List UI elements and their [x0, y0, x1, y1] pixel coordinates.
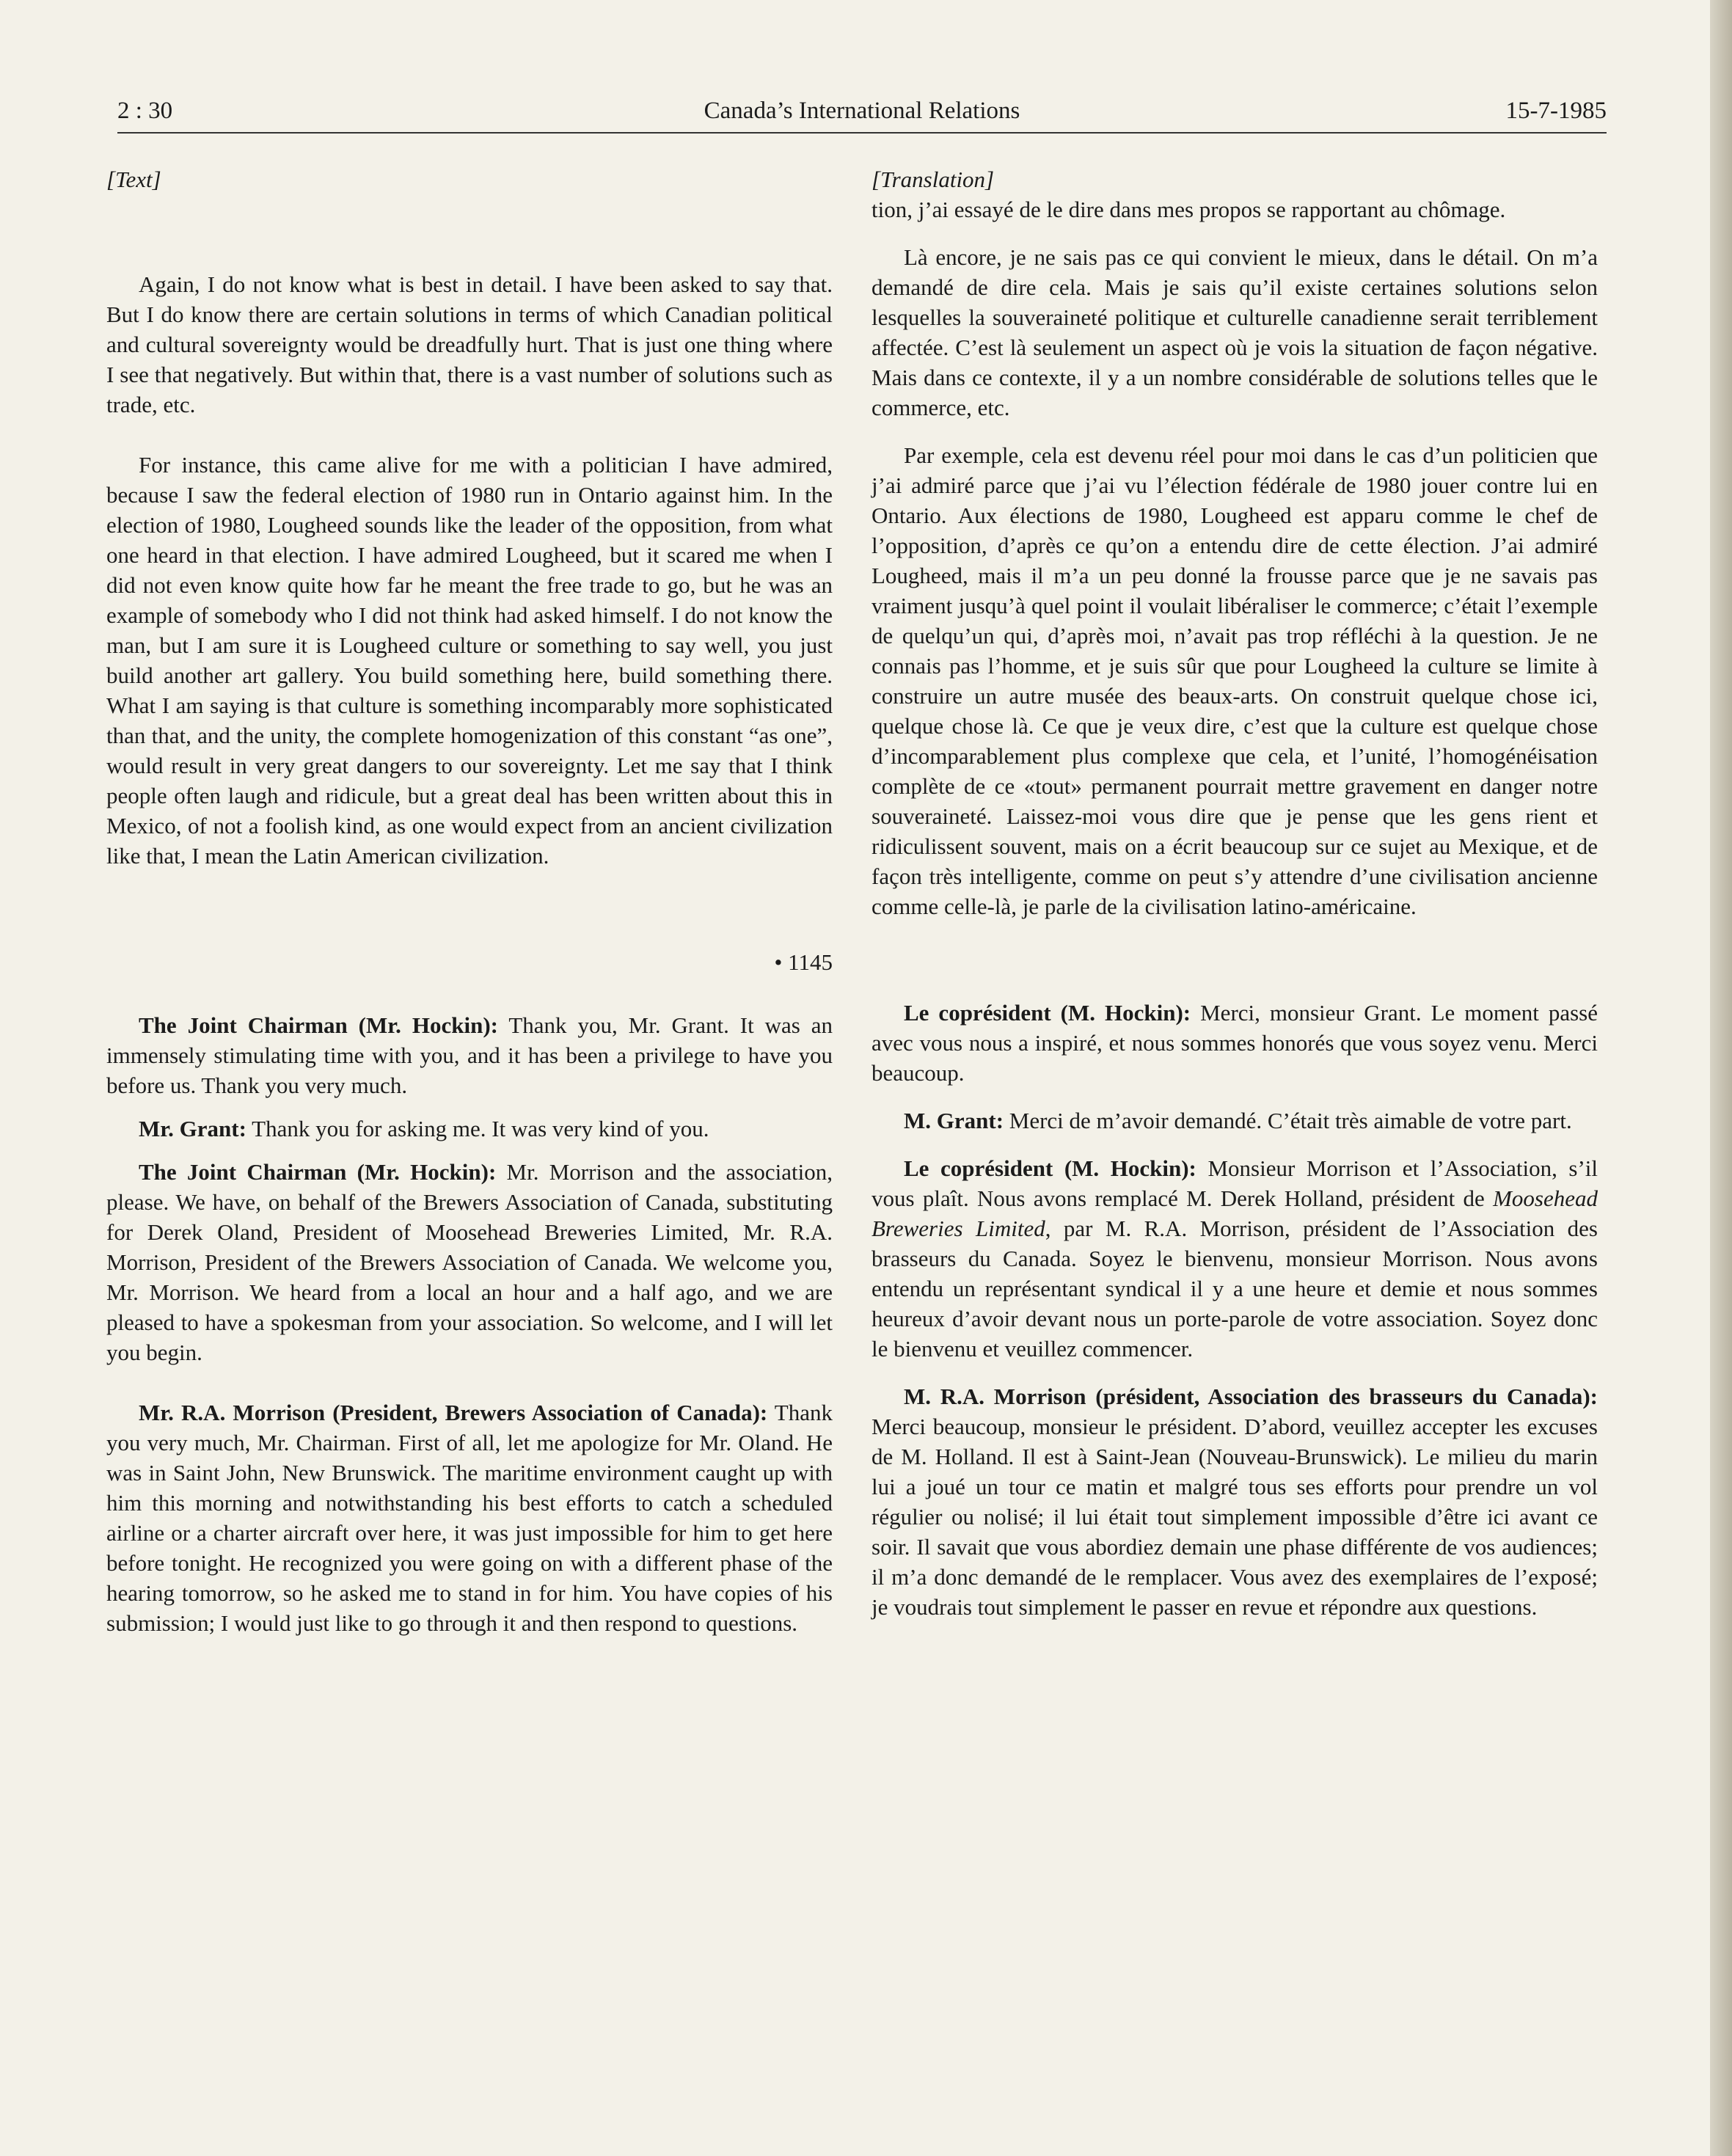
speech-paragraph	[106, 1397, 833, 1638]
speech-text: Merci de m’avoir demandé. C’était très aimable de votre part.	[1004, 1108, 1572, 1133]
paragraph: Again, I do not know what is best in detail. I have been asked to say that. But I do know there are certain solutions in terms of which Canadian political and cultural sovereignty would be dreadfully hurt. That is just one thing where I see that negatively. But within that, there is a vast number of solutions such as trade, etc.	[106, 271, 833, 417]
speaker-name: M. Grant:	[904, 1108, 1004, 1133]
speech-text: Thank you, Mr. Grant. It was an immensely stimulating time with you, and it has been a privilege to have you before us. Thank you very much.	[106, 1012, 833, 1098]
speech-paragraph	[872, 1381, 1598, 1622]
paragraph: Là encore, je ne sais pas ce qui convient le mieux, dans le détail. On m’a demandé de dire cela. Mais je sais qu’il existe certaines solutions selon lesquelles la souveraineté politique et culturelle canadienne serait terriblement affectée. C’est là seulement un aspect où je vois la situation de façon négative. Mais dans ce contexte, il y a un nombre considérable de solutions telles que le commerce, etc.	[872, 244, 1598, 420]
speaker-name: Le coprésident (M. Hockin):	[904, 1155, 1196, 1181]
speaker-name: Mr. R.A. Morrison (President, Brewers Association of Canada):	[139, 1400, 768, 1425]
speech-paragraph	[106, 1157, 833, 1367]
company-name: Moosehead Breweries Limited	[872, 1185, 1598, 1241]
speaker-name: Mr. Grant:	[139, 1116, 246, 1141]
speech-text: Monsieur Morrison et l’Association, s’il vous plaît. Nous avons remplacé M. Derek Holland, président de	[872, 1155, 1598, 1211]
speech-paragraph	[106, 1010, 833, 1100]
speaker-name: M. R.A. Morrison (président, Association des brasseurs du Canada):	[904, 1384, 1598, 1409]
speech-text: Merci beaucoup, monsieur le président. D’abord, veuillez accepter les excuses de M. Holland. Il est à Saint-Jean (Nouveau-Brunswick). Le milieu du marin lui a joué un tour ce matin et malgré tous ses efforts pour prendre un vol régulier ou nolisé; il lui était tout simplement impossible d’être ici avant ce soir. Il savait que vous abordiez demain une phase différente de vos audiences; il m’a donc demandé de le remplacer. Vous avez des exemplaires de l’exposé; je voudrais tout simplement le passer en revue et répondre aux questions.	[872, 1414, 1598, 1620]
speech-paragraph	[872, 1106, 1598, 1136]
paragraph: For instance, this came alive for me with a politician I have admired, because I saw the federal election of 1980 run in Ontario against him. In the election of 1980, Lougheed sounds like the leader of the opposition, from what one heard in that election. I have admired Lougheed, but it scared me when I did not even know quite how far he meant the free trade to go, but he was an example of somebody who I did not think had asked himself. I do not know the man, but I am sure it is Lougheed culture or something to say well, you just build another art gallery. You build something here, build something there. What I am saying is that culture is something incomparably more sophisticated than that, and the unity, the complete homogenization of this constant “as one”, would result in very great dangers to our sovereignty. Let me say that I think people often laugh and ridicule, but a great deal has been written about this in Mexico, of not a foolish kind, as one would expect from an ancient civilization like that, I mean the Latin American civilization.	[106, 452, 833, 869]
speech-text: Thank you very much, Mr. Chairman. First of all, let me apologize for Mr. Oland. He was in Saint John, New Brunswick. The maritime environment caught up with him this morning and notwithstanding his best efforts to catch a scheduled airline or a charter aircraft over here, it was just impossible for him to get here before tonight. He recognized you were going on with a different phase of the hearing tomorrow, so he asked me to stand in for him. You have copies of his submission; I would just like to go through it and then respond to questions.	[106, 1400, 833, 1636]
header-date: 15-7-1985	[1505, 98, 1607, 124]
running-title: Canada’s International Relations	[704, 98, 1020, 124]
text-label: [Text]	[106, 167, 161, 192]
speaker-name: The Joint Chairman (Mr. Hockin):	[139, 1012, 498, 1038]
speech-text: Mr. Morrison and the association, please. We have, on behalf of the Brewers Association of Canada, substituting for Derek Oland, President of Moosehead Breweries Limited, Mr. R.A. Morrison, President of the Brewers Association of Canada. We welcome you, Mr. Morrison. We heard from a local an hour and a half ago, and we are pleased to have a spokesman from your association. So welcome, and I will let you begin.	[106, 1159, 833, 1365]
page-number: 2 : 30	[117, 98, 173, 124]
speech-text: Thank you for asking me. It was very kind of you.	[246, 1116, 709, 1141]
speaker-name: The Joint Chairman (Mr. Hockin):	[139, 1159, 497, 1185]
page-header	[117, 87, 1607, 134]
english-column	[106, 164, 833, 1638]
speech-text: , par M. R.A. Morrison, président de l’Association des brasseurs du Canada. Soyez le bienvenu, monsieur Morrison. Nous avons entendu un représentant syndical il y a une heure et demie et nous sommes heureux d’avoir devant nous un porte-parole de votre association. Soyez donc le bienvenu et veuillez commencer.	[872, 1216, 1598, 1362]
speaker-name: Le coprésident (M. Hockin):	[904, 1000, 1191, 1026]
translation-label: [Translation]	[872, 167, 995, 192]
time-marker: • 1145	[774, 949, 833, 975]
paragraph: tion, j’ai essayé de le dire dans mes propos se rapportant au chômage.	[872, 197, 1506, 222]
french-column	[872, 164, 1598, 1622]
speech-text: Merci, monsieur Grant. Le moment passé avec vous nous a inspiré, et nous sommes honorés que vous soyez venu. Merci beaucoup.	[872, 1000, 1598, 1086]
speech-paragraph	[872, 998, 1598, 1088]
paragraph: Par exemple, cela est devenu réel pour moi dans le cas d’un politicien que j’ai admiré parce que j’ai vu l’élection fédérale de 1980 jouer contre lui en Ontario. Aux élections de 1980, Lougheed est apparu comme le chef de l’opposition, d’après ce qu’on a entendu dire de cette élection. J’ai admiré Lougheed, mais il m’a un peu donné la frousse parce que je ne savais pas vraiment jusqu’à quel point il voulait libéraliser le commerce; c’était l’exemple de quelqu’un qui, d’après moi, n’avait pas trop réfléchi à la question. Je ne connais pas l’homme, et je suis sûr que pour Lougheed la culture se limite à construire un autre musée des beaux-arts. On construit quelque chose ici, quelque chose là. Ce que je veux dire, c’est que la culture est quelque chose d’incomparablement plus complexe que cela, et l’unité, l’homogénéisation complète de ce «tout» permanent pourrait mettre gravement en danger notre souveraineté. Laissez-moi vous dire que je pense que les gens rient et ridiculissent souvent, mais on a écrit beaucoup sur ce sujet au Mexique, et de façon très intelligente, comme on peut s’y attendre d’une civilisation ancienne comme celle-là, je parle de la civilisation latino-américaine.	[872, 442, 1598, 919]
speech-paragraph	[872, 1153, 1598, 1364]
speech-paragraph	[106, 1114, 833, 1144]
page-binding-edge	[1710, 0, 1732, 2156]
